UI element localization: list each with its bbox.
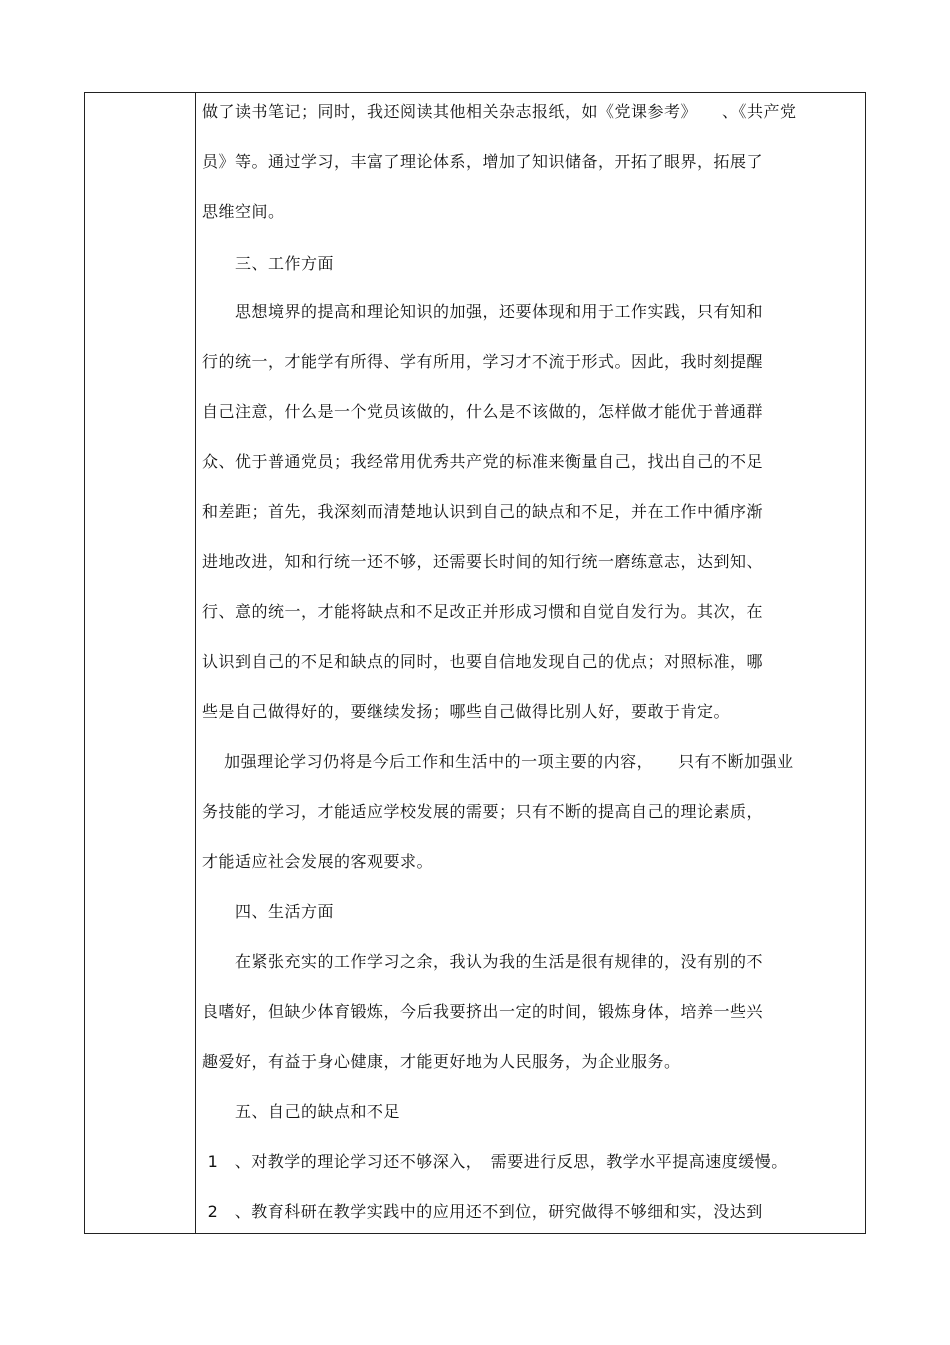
list-item: 1 、对教学的理论学习还不够深入， 需要进行反思，教学水平提高速度缓慢。 <box>202 1152 788 1171</box>
section-heading: 五、自己的缺点和不足 <box>202 1102 401 1121</box>
section-heading: 三、工作方面 <box>202 254 335 273</box>
text-line: 加强理论学习仍将是今后工作和生活中的一项主要的内容， 只有不断加强业 <box>202 752 794 771</box>
text-line: 众、优于普通党员；我经常用优秀共产党的标准来衡量自己，找出自己的不足 <box>202 452 764 471</box>
text-line: 才能适应社会发展的客观要求。 <box>202 852 434 871</box>
text-line: 进地改进，知和行统一还不够，还需要长时间的知行统一磨练意志，达到知、 <box>202 552 764 571</box>
text-line: 趣爱好，有益于身心健康，才能更好地为人民服务，为企业服务。 <box>202 1052 681 1071</box>
text-line: 良嗜好，但缺少体育锻炼，今后我要挤出一定的时间，锻炼身体，培养一些兴 <box>202 1002 764 1021</box>
text-line: 些是自己做得好的，要继续发扬；哪些自己做得比别人好，要敢于肯定。 <box>202 702 731 721</box>
text-line: 和差距；首先，我深刻而清楚地认识到自己的缺点和不足，并在工作中循序渐 <box>202 502 764 521</box>
text-line: 行的统一，才能学有所得、学有所用，学习才不流于形式。因此，我时刻提醒 <box>202 352 764 371</box>
text-line: 自己注意，什么是一个党员该做的，什么是不该做的，怎样做才能优于普通群 <box>202 402 764 421</box>
section-heading: 四、生活方面 <box>202 902 335 921</box>
text-line: 在紧张充实的工作学习之余，我认为我的生活是很有规律的，没有别的不 <box>202 952 764 971</box>
text-line: 思想境界的提高和理论知识的加强，还要体现和用于工作实践，只有知和 <box>202 302 764 321</box>
list-item: 2 、教育科研在教学实践中的应用还不到位，研究做得不够细和实，没达到 <box>202 1202 763 1221</box>
text-line: 员》等。通过学习，丰富了理论体系，增加了知识储备，开拓了眼界，拓展了 <box>202 152 764 171</box>
text-line: 认识到自己的不足和缺点的同时，也要自信地发现自己的优点；对照标准，哪 <box>202 652 764 671</box>
table-column-divider <box>195 93 196 1233</box>
text-line: 做了读书笔记；同时，我还阅读其他相关杂志报纸，如《党课参考》 、《共产党 <box>202 102 797 121</box>
text-line: 务技能的学习，才能适应学校发展的需要；只有不断的提高自己的理论素质， <box>202 802 764 821</box>
text-line: 思维空间。 <box>202 202 285 221</box>
text-line: 行、意的统一，才能将缺点和不足改正并形成习惯和自觉自发行为。其次，在 <box>202 602 764 621</box>
